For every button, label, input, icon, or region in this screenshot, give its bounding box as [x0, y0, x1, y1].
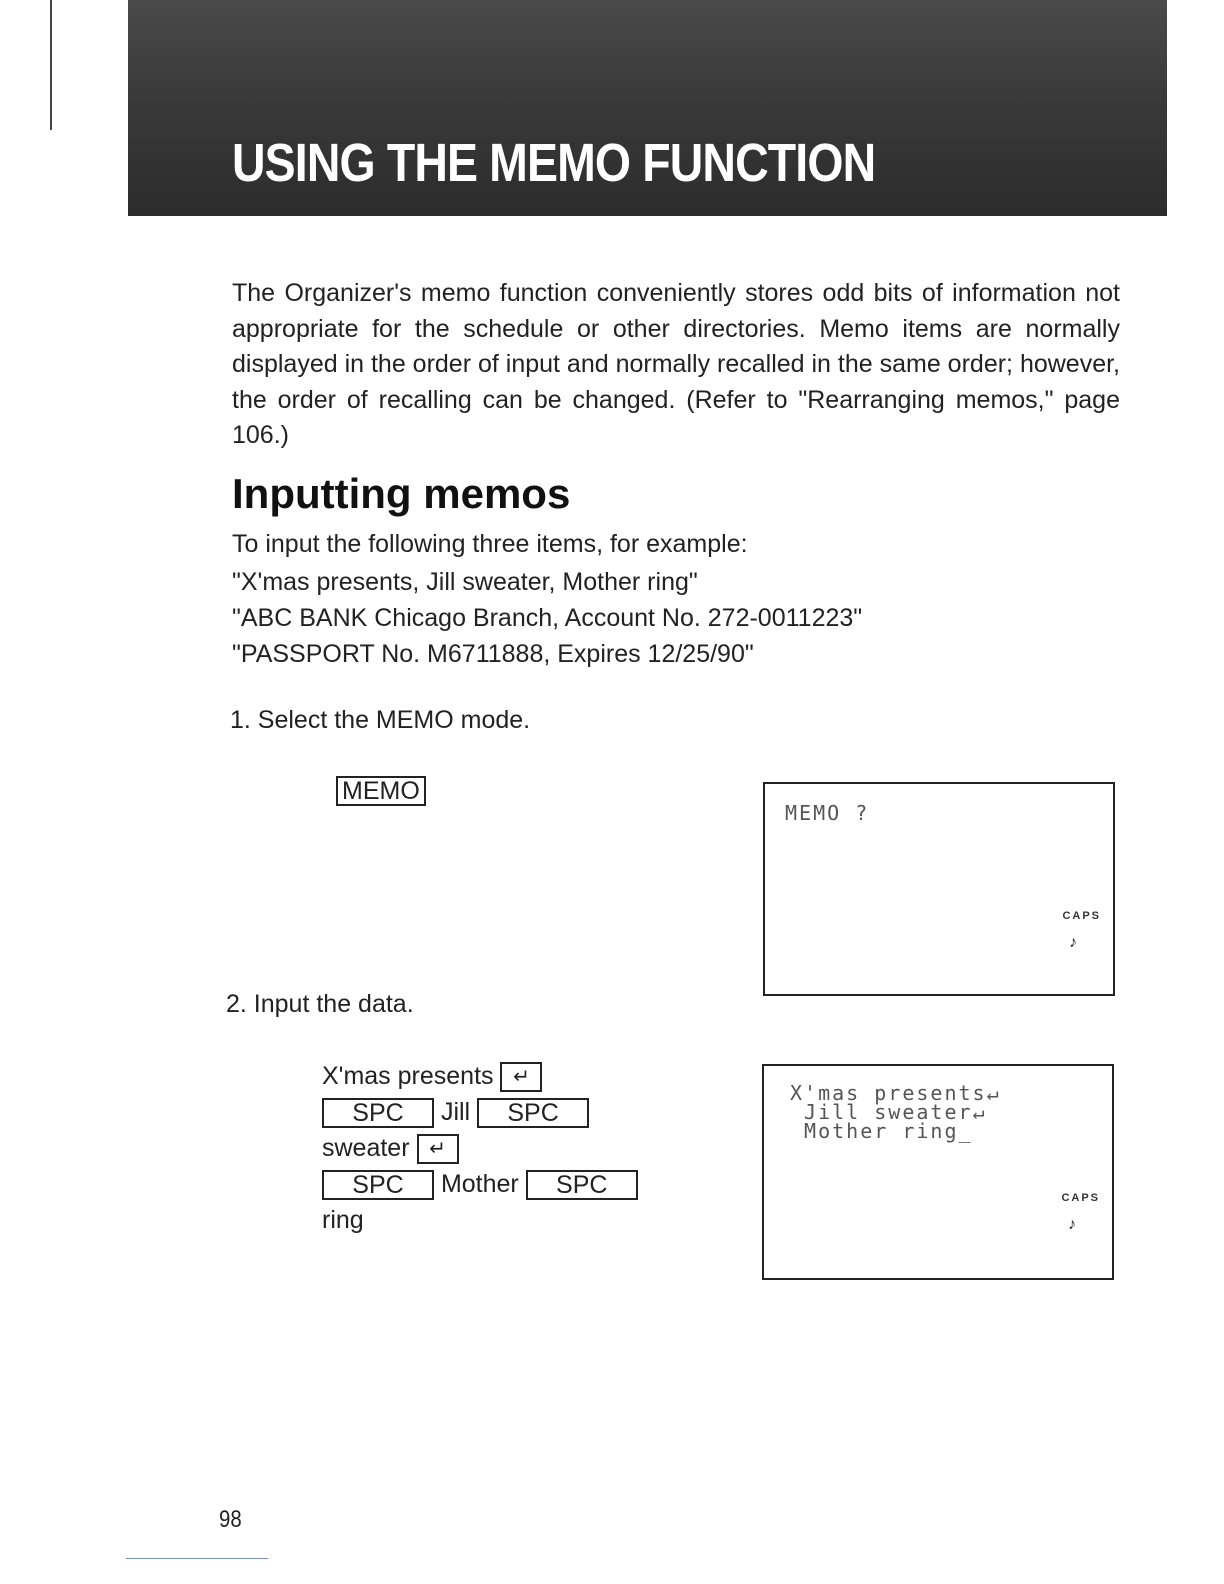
step-1-text: 1. Select the MEMO mode.	[230, 706, 531, 734]
lcd-display-1	[763, 782, 1115, 996]
page-title: USING THE MEMO FUNCTION	[232, 133, 876, 193]
spc-key: SPC	[477, 1098, 589, 1128]
section-heading: Inputting memos	[232, 470, 571, 517]
page-number: 98	[219, 1506, 242, 1533]
input-word: Mother	[440, 1170, 519, 1198]
enter-key-icon: ↵	[500, 1062, 542, 1092]
margin-line	[50, 0, 52, 130]
example-item: "PASSPORT No. M6711888, Expires 12/25/90"	[232, 640, 754, 668]
memo-key-row	[336, 776, 426, 806]
lcd-line: Mother ring_	[790, 1119, 973, 1143]
example-item: "ABC BANK Chicago Branch, Account No. 272-0011223"	[232, 604, 863, 632]
input-word: Jill	[440, 1098, 471, 1126]
caps-indicator: CAPS	[1062, 910, 1101, 922]
enter-key-icon: ↵	[417, 1134, 459, 1164]
key-sequence-row	[322, 1062, 542, 1092]
input-word: ring	[322, 1206, 364, 1234]
lead-text: To input the following three items, for example:	[232, 530, 748, 558]
spc-key: SPC	[322, 1098, 434, 1128]
spc-key: SPC	[322, 1170, 434, 1200]
footer-rule	[126, 1558, 268, 1559]
key-sequence-row	[322, 1170, 638, 1200]
key-sequence-row	[322, 1134, 459, 1164]
input-word: sweater	[322, 1134, 410, 1162]
key-sequence-row	[322, 1206, 364, 1235]
spc-key: SPC	[526, 1170, 638, 1200]
lcd-line: MEMO ?	[785, 801, 870, 825]
music-note-icon: ♪	[1068, 1216, 1076, 1233]
lcd-line: Jill sweater↵	[790, 1100, 987, 1124]
example-item: "X'mas presents, Jill sweater, Mother ring"	[232, 568, 698, 596]
intro-paragraph: The Organizer's memo function conveniently stores odd bits of information not appropriate for the schedule or other directories. Memo items are normally displayed in the order of input and normally recalled in the same order; however, the order of recalling can be changed. (Refer to "Rearranging memos," page 106.)	[232, 279, 1121, 449]
lcd-display-2	[762, 1064, 1114, 1280]
music-note-icon: ♪	[1069, 934, 1077, 951]
lcd-line: X'mas presents↵	[790, 1081, 1001, 1105]
memo-key: MEMO	[336, 776, 426, 806]
caps-indicator: CAPS	[1061, 1192, 1100, 1204]
step-2-text: 2. Input the data.	[226, 990, 414, 1018]
key-sequence-row	[322, 1098, 589, 1128]
input-word: X'mas presents	[322, 1062, 494, 1090]
